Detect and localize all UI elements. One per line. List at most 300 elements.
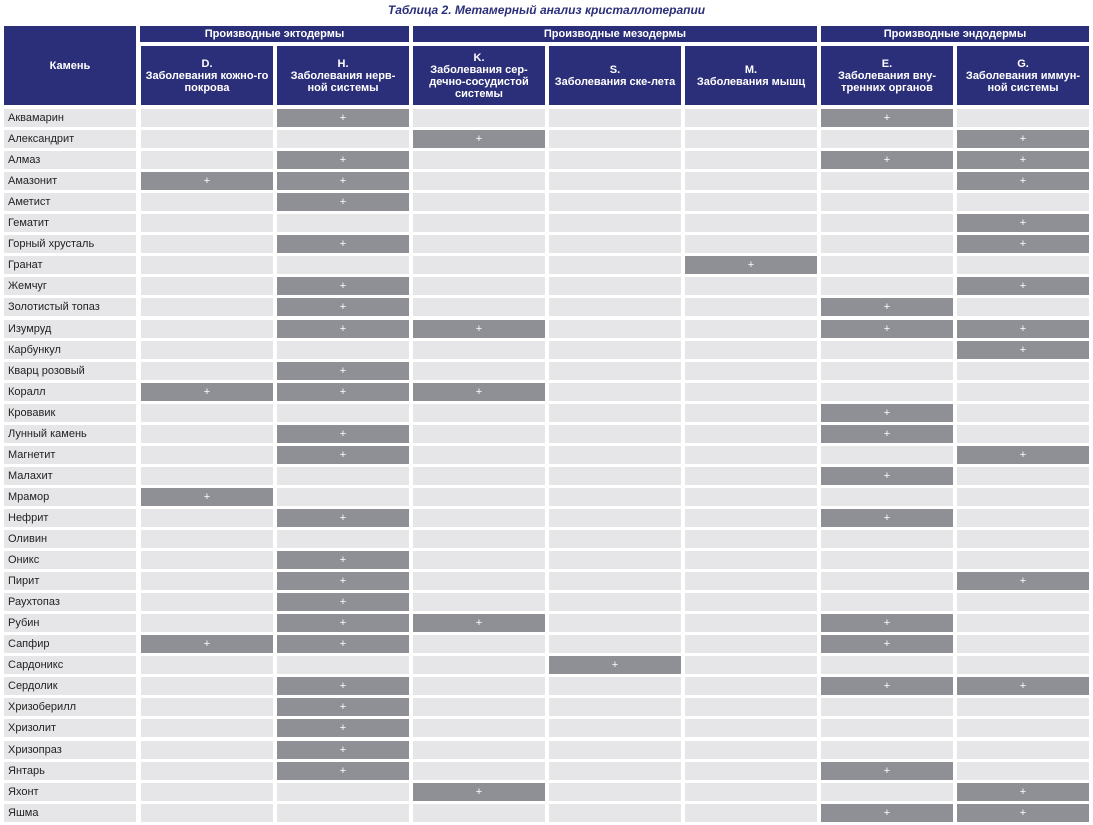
empty-cell [821,656,953,674]
column-code: E. [881,57,893,70]
empty-cell [549,467,681,485]
empty-cell [685,614,817,632]
empty-cell [685,130,817,148]
empty-cell [413,425,545,443]
column-label: Заболевания ске-лета [554,75,676,88]
stone-name: Оникс [4,551,136,569]
empty-cell [821,551,953,569]
column-code: S. [609,63,621,76]
empty-cell [549,172,681,190]
empty-cell [821,193,953,211]
empty-cell [141,341,273,359]
empty-cell [549,193,681,211]
empty-cell [957,425,1089,443]
column-code: D. [201,57,213,70]
empty-cell [685,572,817,590]
marked-cell: + [957,446,1089,464]
stone-name: Аквамарин [4,109,136,127]
stone-name: Кварц розовый [4,362,136,380]
empty-cell [413,235,545,253]
column-code: G. [1017,57,1029,70]
marked-cell: + [141,488,273,506]
marked-cell: + [685,256,817,274]
empty-cell [685,677,817,695]
column-header-g [957,46,1089,105]
stone-name: Магнетит [4,446,136,464]
column-header-m [685,46,817,105]
stone-name: Хризолит [4,719,136,737]
marked-cell: + [277,762,409,780]
empty-cell [549,214,681,232]
marked-cell: + [277,383,409,401]
stone-name: Карбункул [4,341,136,359]
marked-cell: + [821,677,953,695]
empty-cell [549,719,681,737]
stone-name: Яхонт [4,783,136,801]
empty-cell [957,298,1089,316]
empty-cell [821,530,953,548]
empty-cell [141,256,273,274]
empty-cell [549,298,681,316]
column-header-d [141,46,273,105]
empty-cell [685,509,817,527]
empty-cell [141,214,273,232]
column-label: Заболевания вну-тренних органов [837,69,936,94]
empty-cell [549,341,681,359]
empty-cell [957,551,1089,569]
stone-name: Оливин [4,530,136,548]
empty-cell [821,488,953,506]
stone-column-header [4,26,136,105]
stone-name: Гематит [4,214,136,232]
marked-cell: + [141,172,273,190]
stone-column-header-label: Камень [49,59,91,72]
marked-cell: + [413,130,545,148]
empty-cell [957,635,1089,653]
group-header-label: Производные мезодермы [543,28,687,40]
stone-name: Пирит [4,572,136,590]
empty-cell [141,656,273,674]
empty-cell [685,804,817,822]
empty-cell [549,530,681,548]
stone-name: Коралл [4,383,136,401]
column-code: K. [473,51,485,64]
empty-cell [821,698,953,716]
empty-cell [821,383,953,401]
empty-cell [549,446,681,464]
empty-cell [141,130,273,148]
empty-cell [685,404,817,422]
empty-cell [957,509,1089,527]
empty-cell [141,151,273,169]
empty-cell [413,277,545,295]
marked-cell: + [277,698,409,716]
column-code: H. [337,57,349,70]
marked-cell: + [141,635,273,653]
column-label: Заболевания кожно-го покрова [145,69,269,94]
column-header-e [821,46,953,105]
empty-cell [821,446,953,464]
marked-cell: + [821,762,953,780]
stone-name: Жемчуг [4,277,136,295]
empty-cell [277,488,409,506]
stone-name: Амазонит [4,172,136,190]
marked-cell: + [821,298,953,316]
empty-cell [141,614,273,632]
stone-name: Александрит [4,130,136,148]
empty-cell [549,404,681,422]
empty-cell [413,593,545,611]
empty-cell [413,362,545,380]
empty-cell [413,804,545,822]
empty-cell [277,783,409,801]
empty-cell [413,572,545,590]
marked-cell: + [277,446,409,464]
empty-cell [685,235,817,253]
marked-cell: + [277,298,409,316]
empty-cell [957,530,1089,548]
stone-name: Лунный камень [4,425,136,443]
empty-cell [413,151,545,169]
empty-cell [685,172,817,190]
empty-cell [141,551,273,569]
empty-cell [413,467,545,485]
empty-cell [277,341,409,359]
empty-cell [821,362,953,380]
empty-cell [277,404,409,422]
column-header-k [413,46,545,105]
empty-cell [685,362,817,380]
empty-cell [685,320,817,338]
empty-cell [685,741,817,759]
empty-cell [821,172,953,190]
empty-cell [413,656,545,674]
empty-cell [685,593,817,611]
marked-cell: + [957,677,1089,695]
empty-cell [413,298,545,316]
empty-cell [549,488,681,506]
empty-cell [141,467,273,485]
empty-cell [413,719,545,737]
marked-cell: + [957,130,1089,148]
empty-cell [141,404,273,422]
marked-cell: + [413,614,545,632]
empty-cell [413,109,545,127]
marked-cell: + [821,635,953,653]
column-code: M. [744,63,758,76]
column-label: Заболевания мышц [696,75,806,88]
empty-cell [685,762,817,780]
empty-cell [141,593,273,611]
marked-cell: + [277,593,409,611]
empty-cell [141,298,273,316]
empty-cell [685,151,817,169]
empty-cell [277,656,409,674]
empty-cell [549,383,681,401]
stone-name: Янтарь [4,762,136,780]
empty-cell [141,741,273,759]
empty-cell [413,404,545,422]
marked-cell: + [277,719,409,737]
empty-cell [685,341,817,359]
stone-name: Малахит [4,467,136,485]
empty-cell [821,256,953,274]
stone-name: Нефрит [4,509,136,527]
marked-cell: + [821,109,953,127]
empty-cell [957,109,1089,127]
empty-cell [685,298,817,316]
empty-cell [277,804,409,822]
empty-cell [549,362,681,380]
marked-cell: + [277,151,409,169]
column-label: Заболевания нерв-ной системы [290,69,396,94]
empty-cell [821,235,953,253]
table-title: Таблица 2. Метамерный анализ кристаллотерапии [387,3,706,17]
marked-cell: + [277,572,409,590]
stone-name: Гранат [4,256,136,274]
stone-name: Рубин [4,614,136,632]
empty-cell [549,593,681,611]
empty-cell [957,593,1089,611]
empty-cell [277,256,409,274]
empty-cell [821,277,953,295]
empty-cell [413,341,545,359]
empty-cell [957,614,1089,632]
empty-cell [821,341,953,359]
empty-cell [549,509,681,527]
group-header-label: Производные эндодермы [883,28,1027,40]
empty-cell [141,446,273,464]
marked-cell: + [821,509,953,527]
marked-cell: + [277,109,409,127]
marked-cell: + [821,151,953,169]
empty-cell [141,109,273,127]
marked-cell: + [413,783,545,801]
empty-cell [277,467,409,485]
empty-cell [821,572,953,590]
marked-cell: + [277,320,409,338]
marked-cell: + [957,214,1089,232]
group-header-label: Производные эктодермы [204,28,345,40]
marked-cell: + [821,320,953,338]
empty-cell [413,635,545,653]
stone-name: Хризопраз [4,741,136,759]
empty-cell [957,762,1089,780]
marked-cell: + [277,551,409,569]
empty-cell [549,741,681,759]
marked-cell: + [821,614,953,632]
empty-cell [141,530,273,548]
marked-cell: + [277,741,409,759]
empty-cell [549,235,681,253]
empty-cell [957,467,1089,485]
empty-cell [549,635,681,653]
marked-cell: + [957,341,1089,359]
empty-cell [141,762,273,780]
empty-cell [549,277,681,295]
empty-cell [685,551,817,569]
empty-cell [413,172,545,190]
empty-cell [549,762,681,780]
stone-name: Сардоникс [4,656,136,674]
marked-cell: + [277,509,409,527]
empty-cell [413,551,545,569]
empty-cell [957,488,1089,506]
empty-cell [413,214,545,232]
empty-cell [413,762,545,780]
marked-cell: + [277,425,409,443]
column-label: Заболевания иммун-ной системы [965,69,1081,94]
empty-cell [413,698,545,716]
stone-name: Кровавик [4,404,136,422]
empty-cell [685,530,817,548]
marked-cell: + [957,320,1089,338]
stone-name: Алмаз [4,151,136,169]
marked-cell: + [413,383,545,401]
empty-cell [685,425,817,443]
marked-cell: + [821,404,953,422]
empty-cell [141,425,273,443]
empty-cell [141,277,273,295]
marked-cell: + [821,467,953,485]
empty-cell [549,109,681,127]
empty-cell [549,130,681,148]
empty-cell [685,193,817,211]
stone-name: Сапфир [4,635,136,653]
stone-name: Изумруд [4,320,136,338]
empty-cell [685,719,817,737]
stone-name: Горный хрусталь [4,235,136,253]
empty-cell [821,719,953,737]
group-header-ectoderm [140,26,409,42]
marked-cell: + [277,635,409,653]
stone-name: Золотистый топаз [4,298,136,316]
empty-cell [957,698,1089,716]
empty-cell [821,783,953,801]
marked-cell: + [957,804,1089,822]
marked-cell: + [821,425,953,443]
empty-cell [277,214,409,232]
empty-cell [549,572,681,590]
empty-cell [413,677,545,695]
stone-name: Аметист [4,193,136,211]
stone-name: Мрамор [4,488,136,506]
marked-cell: + [277,277,409,295]
marked-cell: + [277,235,409,253]
empty-cell [413,446,545,464]
marked-cell: + [957,783,1089,801]
empty-cell [549,425,681,443]
marked-cell: + [413,320,545,338]
empty-cell [413,256,545,274]
empty-cell [685,214,817,232]
marked-cell: + [957,235,1089,253]
marked-cell: + [277,614,409,632]
marked-cell: + [277,677,409,695]
empty-cell [957,193,1089,211]
empty-cell [685,656,817,674]
empty-cell [685,277,817,295]
marked-cell: + [821,804,953,822]
empty-cell [685,467,817,485]
empty-cell [957,404,1089,422]
empty-cell [141,719,273,737]
empty-cell [549,804,681,822]
empty-cell [957,719,1089,737]
empty-cell [685,783,817,801]
empty-cell [277,530,409,548]
empty-cell [549,551,681,569]
empty-cell [413,530,545,548]
empty-cell [277,130,409,148]
marked-cell: + [549,656,681,674]
marked-cell: + [141,383,273,401]
empty-cell [413,488,545,506]
marked-cell: + [957,277,1089,295]
empty-cell [685,698,817,716]
empty-cell [141,804,273,822]
marked-cell: + [277,193,409,211]
column-label: Заболевания сер-дечно-сосудистой системы [429,63,529,100]
group-header-endoderm [821,26,1089,42]
empty-cell [821,130,953,148]
empty-cell [141,783,273,801]
empty-cell [549,320,681,338]
empty-cell [957,656,1089,674]
empty-cell [141,509,273,527]
empty-cell [957,256,1089,274]
empty-cell [141,193,273,211]
empty-cell [141,362,273,380]
empty-cell [413,509,545,527]
group-header-mesoderm [413,26,817,42]
stone-name: Сердолик [4,677,136,695]
empty-cell [685,446,817,464]
empty-cell [141,698,273,716]
empty-cell [549,783,681,801]
marked-cell: + [277,172,409,190]
empty-cell [685,635,817,653]
marked-cell: + [957,172,1089,190]
marked-cell: + [277,362,409,380]
empty-cell [141,235,273,253]
empty-cell [549,698,681,716]
stone-name: Раухтопаз [4,593,136,611]
stone-name: Хризоберилл [4,698,136,716]
empty-cell [685,109,817,127]
empty-cell [957,741,1089,759]
empty-cell [549,256,681,274]
empty-cell [141,677,273,695]
empty-cell [821,741,953,759]
column-header-s [549,46,681,105]
empty-cell [549,151,681,169]
empty-cell [685,383,817,401]
marked-cell: + [957,572,1089,590]
empty-cell [549,614,681,632]
stone-name: Яшма [4,804,136,822]
empty-cell [821,593,953,611]
column-header-h [277,46,409,105]
empty-cell [413,193,545,211]
empty-cell [549,677,681,695]
empty-cell [821,214,953,232]
empty-cell [413,741,545,759]
empty-cell [141,320,273,338]
empty-cell [141,572,273,590]
empty-cell [957,383,1089,401]
empty-cell [957,362,1089,380]
